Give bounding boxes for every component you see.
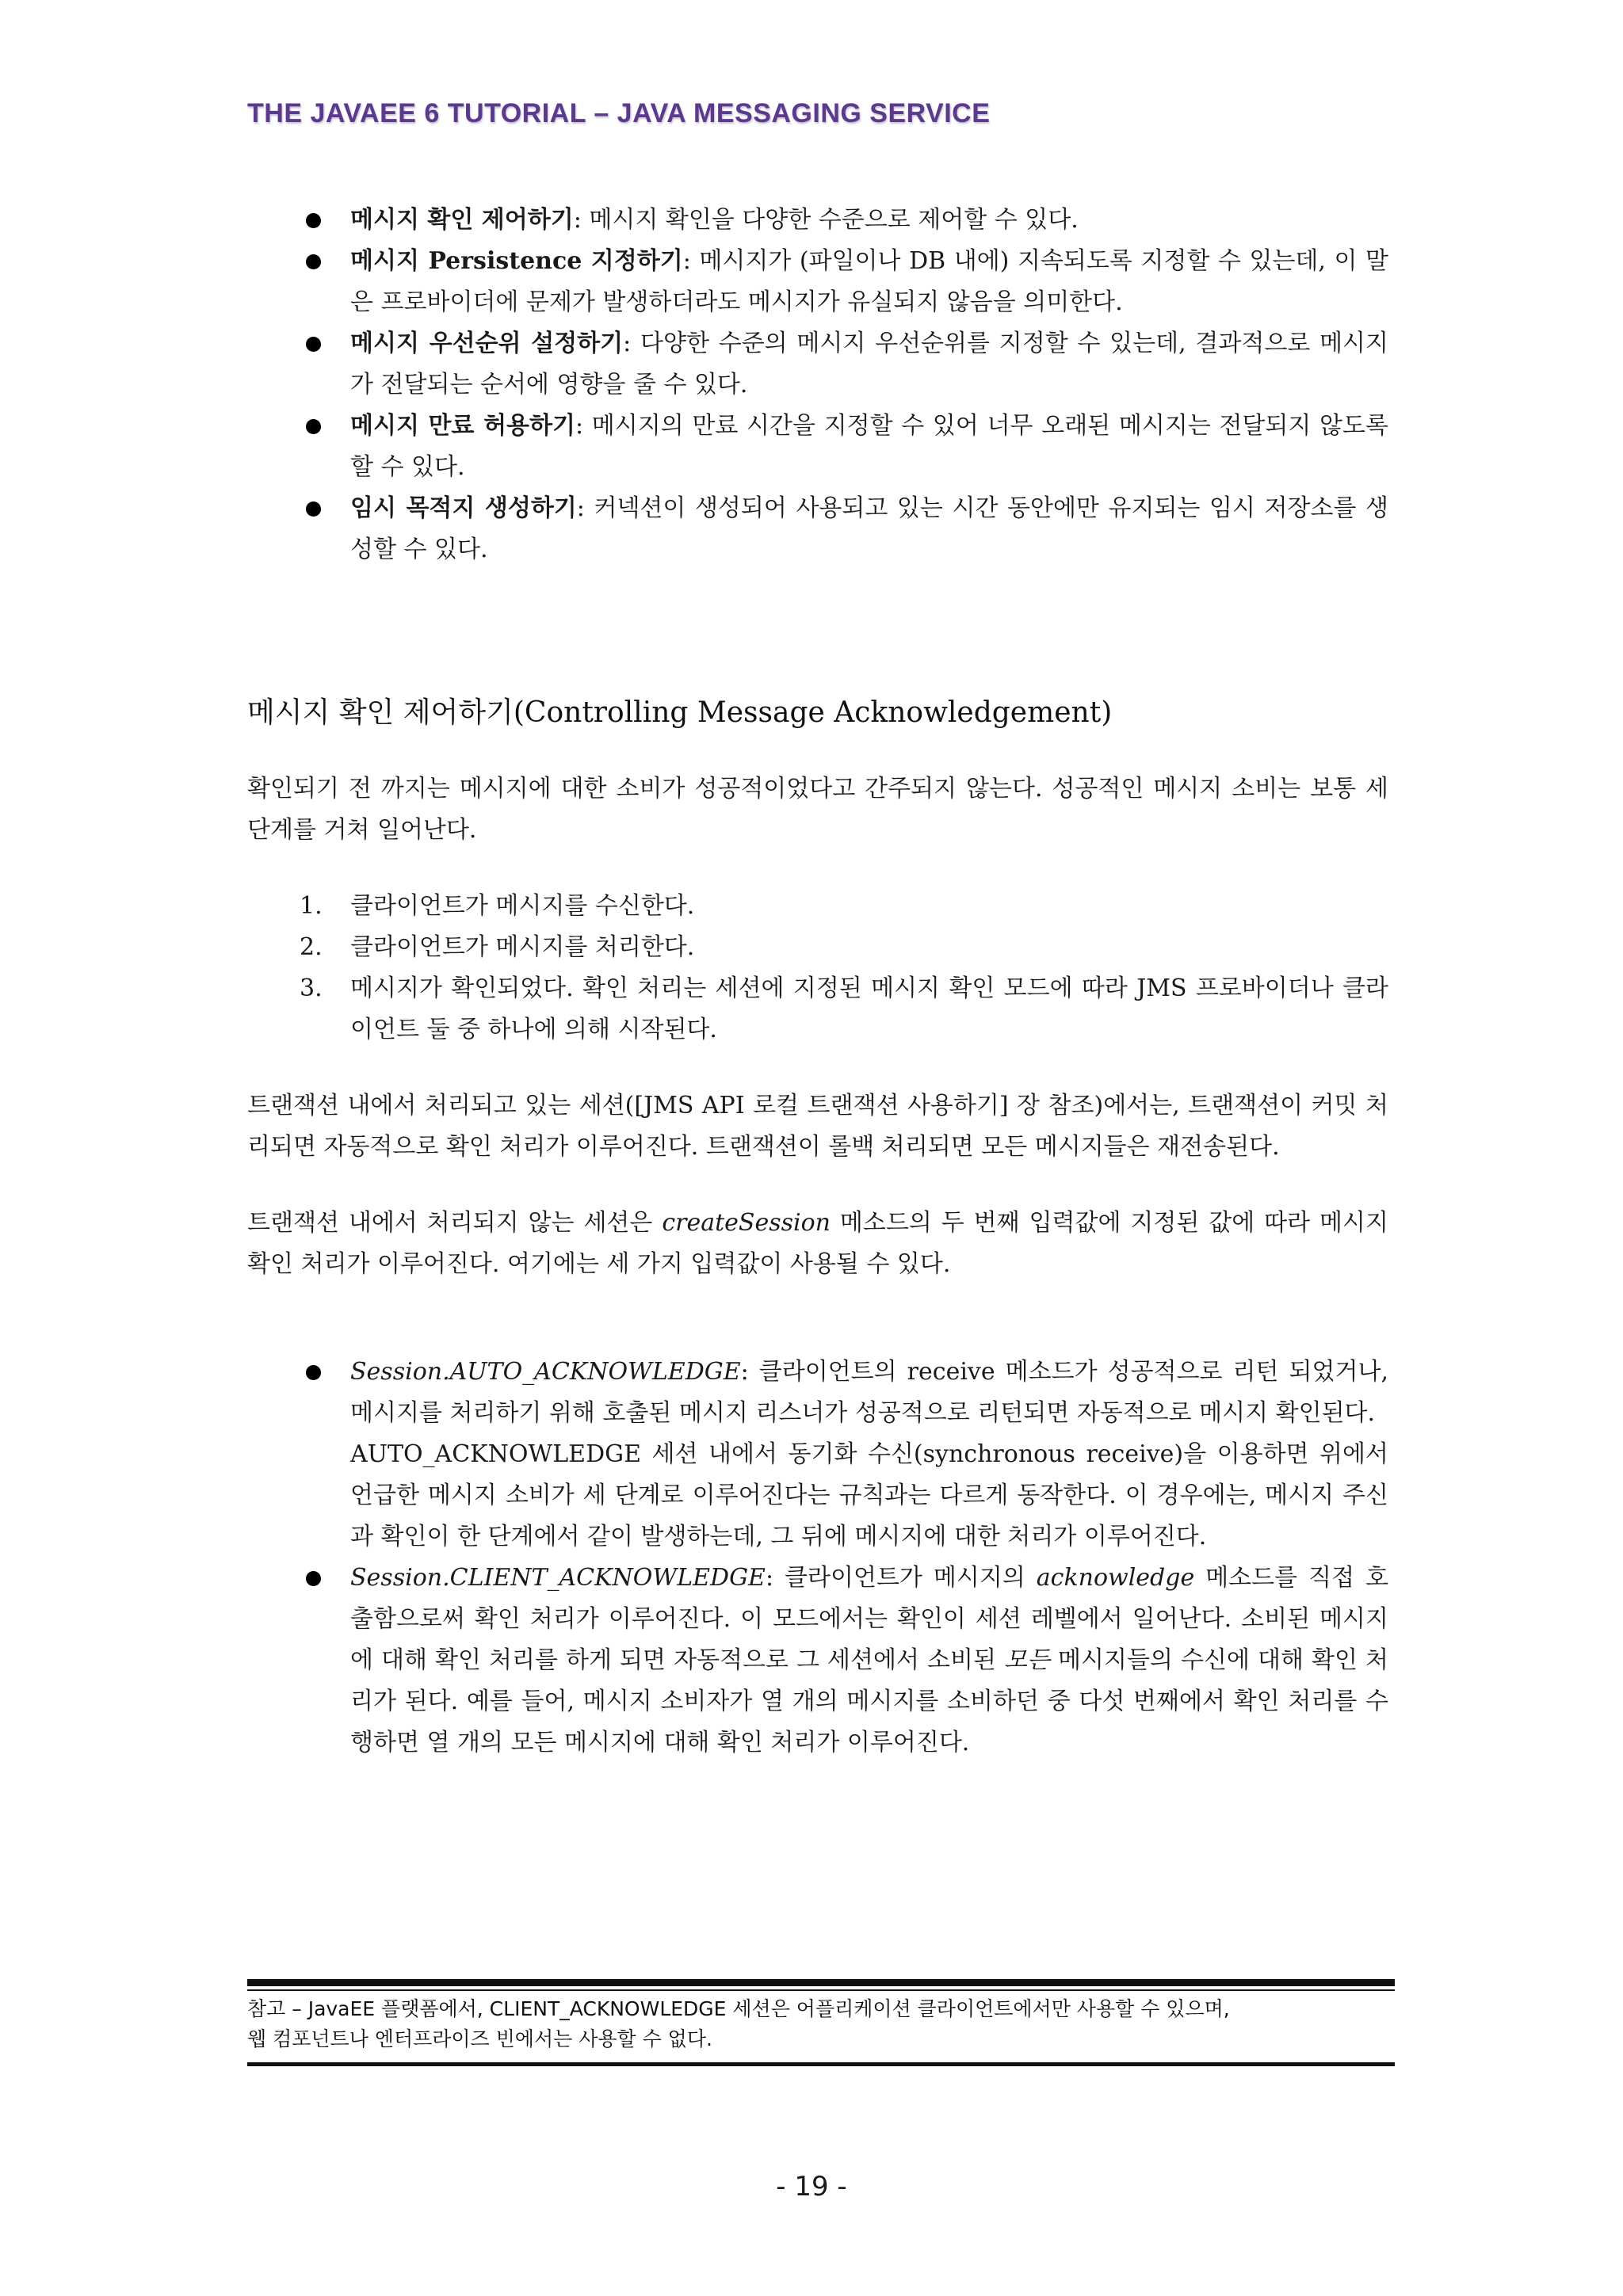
list-item [247,406,1388,488]
feature-term: 메시지 만료 허용하기 [350,412,575,440]
feature-text: : 커넥션이 생성되어 사용되고 있는 시간 동안에만 유지되는 임시 저장소를 생성할 수 있다. [350,494,1388,563]
note-line: 웹 컴포넌트나 엔터프라이즈 빈에서는 사용할 수 없다. [247,2027,712,2050]
list-item [247,1352,1388,1558]
ack-mode-list [247,1352,1388,1764]
ack-mode-name: Session.AUTO_ACKNOWLEDGE [350,1358,741,1386]
feature-term: 메시지 Persistence 지정하기 [350,247,683,275]
feature-text: : 메시지 확인을 다양한 수준으로 제어할 수 있다. [573,206,1079,234]
feature-text: : 메시지가 (파일이나 DB 내에) 지속되도록 지정할 수 있는데, 이 말은 프로바이더에 문제가 발생하더라도 메시지가 유실되지 않음을 의미한다. [350,247,1388,316]
ack-mode-name: Session.CLIENT_ACKNOWLEDGE [350,1564,766,1592]
feature-text: : 메시지의 만료 시간을 지정할 수 있어 너무 오래된 메시지는 전달되지 않도록 할 수 있다. [350,412,1388,481]
intro-paragraph: 확인되기 전 까지는 메시지에 대한 소비가 성공적이었다고 간주되지 않는다. 성공적인 메시지 소비는 보통 세 단계를 거쳐 일어난다. [247,775,1388,844]
feature-term: 메시지 확인 제어하기 [350,206,574,234]
feature-term: 임시 목적지 생성하기 [350,494,577,522]
list-item [247,241,1388,323]
step-number: 3. [300,974,323,1002]
list-item [247,886,1388,927]
emphasis: 모든 [1004,1646,1050,1674]
ack-mode-text: 메시지들의 수신에 대해 확인 처리가 된다. 예를 들어, 메시지 소비자가 열 개의 메시지를 소비하던 중 다섯 번째에서 확인 처리를 수행하면 열 개의 모든 메시지에 대해 확인 처리가 이루어진다. [350,1646,1388,1756]
list-item [247,1558,1388,1764]
note-box [247,1979,1395,2066]
step-number: 1. [300,892,323,920]
ack-mode-text: 메소드를 직접 호출함으로써 확인 처리가 이루어진다. 이 모드에서는 확인이 세션 레벨에서 일어난다. 소비된 메시지에 대해 확인 처리를 하게 되면 자동적으로 그 세션에서 소비된 [350,1564,1389,1674]
method-name: createSession [662,1209,831,1237]
paragraph-text: 트랜잭션 내에서 처리되지 않는 세션은 [247,1209,663,1237]
ack-mode-extra: AUTO_ACKNOWLEDGE 세션 내에서 동기화 수신(synchronous receive)을 이용하면 위에서 언급한 메시지 소비가 세 단계로 이루어진다는 규칙과는 다르게 동작한다. 이 경우에는, 메시지 주신과 확인이 한 단계에서 같이 발생하는데, 그 뒤에 메시지에 대한 처리가 이루어진다. [350,1440,1388,1550]
step-text: 클라이언트가 메시지를 처리한다. [350,933,695,961]
ack-mode-text: : 클라이언트가 메시지의 [765,1564,1037,1592]
ack-mode-text: : 클라이언트의 receive 메소드가 성공적으로 리턴 되었거나, 메시지를 처리하기 위해 호출된 메시지 리스너가 성공적으로 리턴되면 자동적으로 메시지 확인된다. [350,1358,1388,1427]
note-line: 참고 – JavaEE 플랫폼에서, CLIENT_ACKNOWLEDGE 세션은 어플리케이션 클라이언트에서만 사용할 수 있으며, [247,1997,1230,2020]
step-text: 메시지가 확인되었다. 확인 처리는 세션에 지정된 메시지 확인 모드에 따라 JMS 프로바이더나 클라이언트 둘 중 하나에 의해 시작된다. [350,974,1388,1043]
feature-term: 메시지 우선순위 설정하기 [350,330,624,357]
page-number: - 19 - [776,2171,847,2203]
running-header: THE JAVAEE 6 TUTORIAL – JAVA MESSAGING SERVICE [247,98,991,128]
feature-list [247,200,1388,570]
nontransacted-paragraph [247,1203,1388,1285]
steps-list [247,886,1388,1051]
list-item [247,200,1388,241]
page-content [247,200,1388,1764]
transacted-paragraph: 트랜잭션 내에서 처리되고 있는 세션([JMS API 로컬 트랜잭션 사용하기] 장 참조)에서는, 트랜잭션이 커밋 처리되면 자동적으로 확인 처리가 이루어진다. 트랜잭션이 롤백 처리되면 모든 메시지들은 재전송된다. [247,1092,1388,1161]
step-number: 2. [300,933,323,961]
section-title: 메시지 확인 제어하기(Controlling Message Acknowledgement) [247,696,1113,729]
paragraph-text: 메소드의 두 번째 입력값에 지정된 값에 따라 메시지 확인 처리가 이루어진다. 여기에는 세 가지 입력값이 사용될 수 있다. [247,1209,1388,1278]
step-text: 클라이언트가 메시지를 수신한다. [350,892,695,920]
feature-text: : 다양한 수준의 메시지 우선순위를 지정할 수 있는데, 결과적으로 메시지가 전달되는 순서에 영향을 줄 수 있다. [350,330,1389,399]
list-item [247,968,1388,1051]
list-item [247,323,1388,406]
method-name: acknowledge [1036,1564,1195,1592]
list-item [247,488,1388,570]
list-item [247,927,1388,968]
